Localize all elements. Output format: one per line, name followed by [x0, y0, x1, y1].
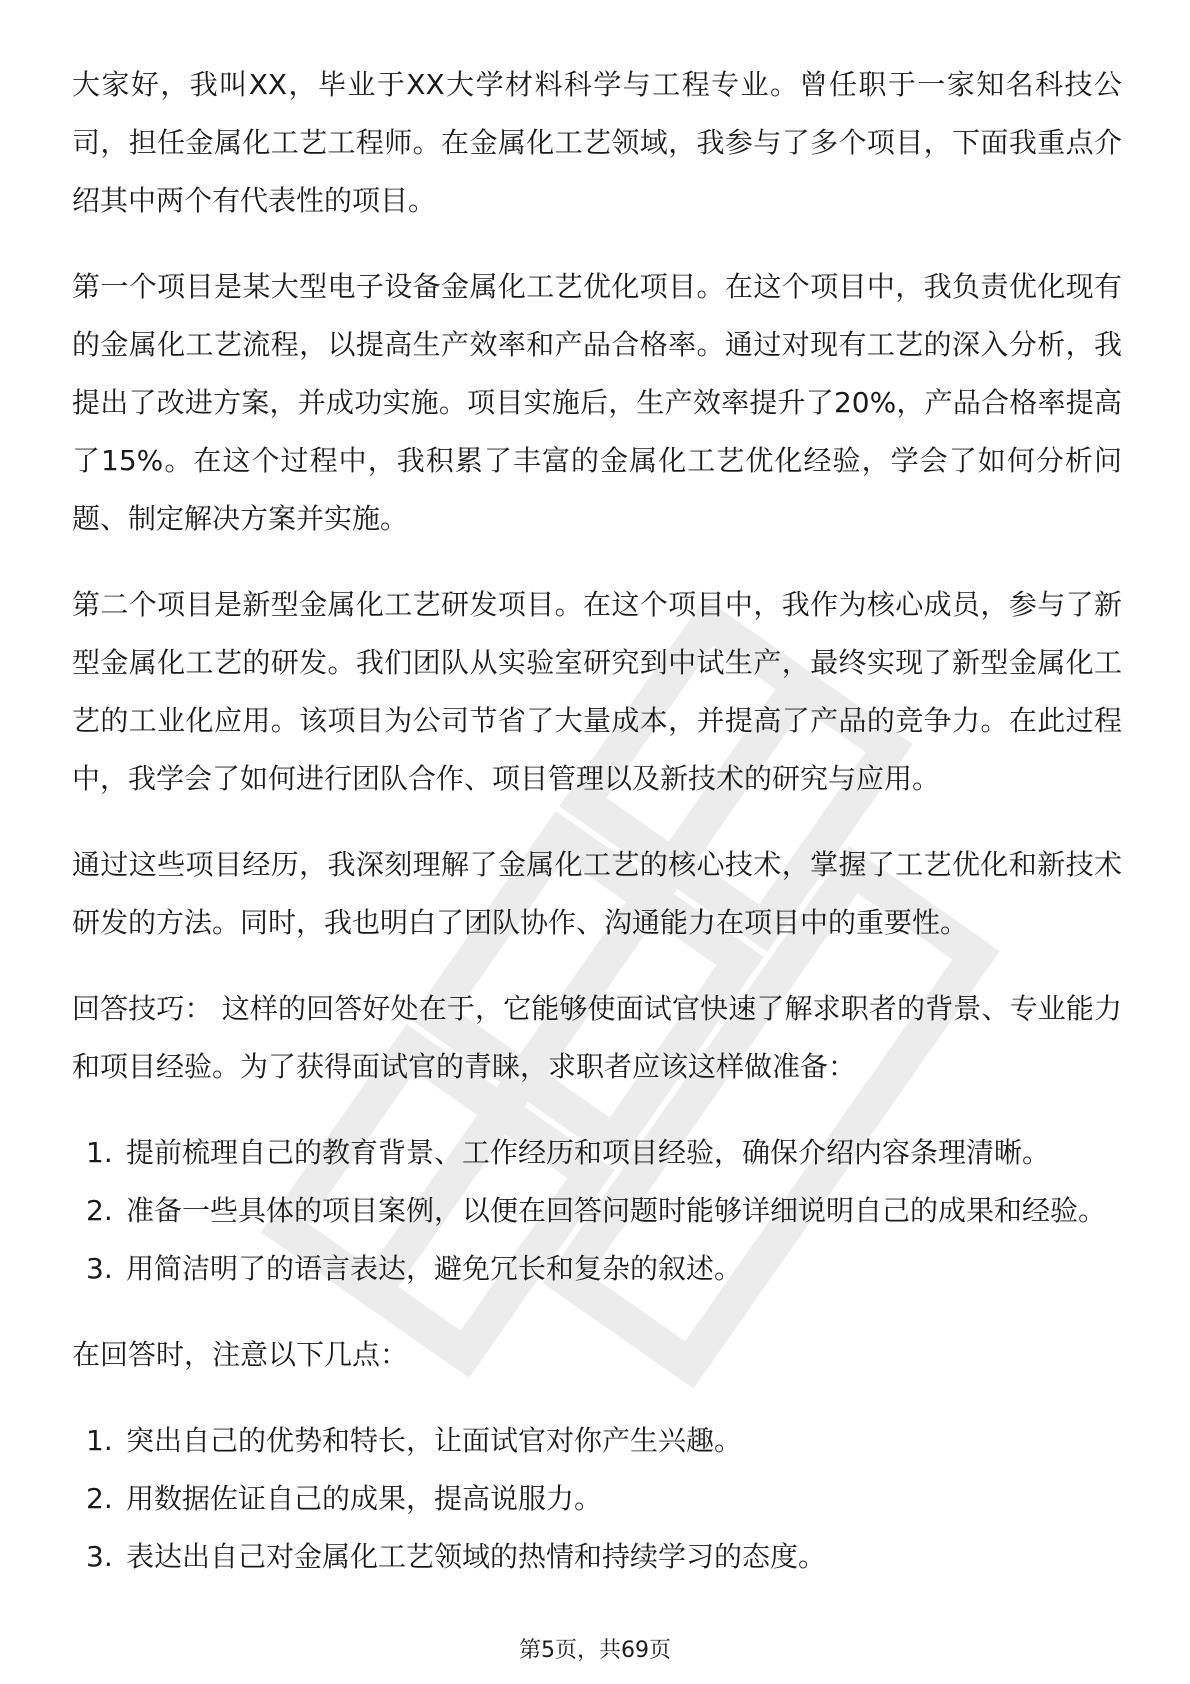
intro-paragraph: 大家好，我叫XX，毕业于XX大学材料科学与工程专业。曾任职于一家知名科技公司，担任金属化工艺工程师。在金属化工艺领域，我参与了多个项目，下面我重点介绍其中两个有代表性的项目。: [72, 68, 1122, 217]
list-item: [72, 1470, 1122, 1528]
summary-paragraph: 通过这些项目经历，我深刻理解了金属化工艺的核心技术，掌握了工艺优化和新技术研发的方法。同时，我也明白了团队协作、沟通能力在项目中的重要性。: [72, 848, 1122, 939]
list-item-number: 3.: [86, 1540, 113, 1573]
list-item-text: 突出自己的优势和特长，让面试官对你产生兴趣。: [126, 1424, 743, 1457]
list-item-number: 1.: [86, 1136, 113, 1169]
project-two-paragraph: 第二个项目是新型金属化工艺研发项目。在这个项目中，我作为核心成员，参与了新型金属化工艺的研发。我们团队从实验室研究到中试生产，最终实现了新型金属化工艺的工业化应用。该项目为公司节省了大量成本，并提高了产品的竞争力。在此过程中，我学会了如何进行团队合作、项目管理以及新技术的研究与应用。: [72, 588, 1122, 795]
list-item-text: 用简洁明了的语言表达，避免冗长和复杂的叙述。: [126, 1252, 743, 1285]
notes-intro: 在回答时，注意以下几点：: [72, 1338, 409, 1371]
list-item: [72, 1240, 1122, 1298]
list-item-number: 1.: [86, 1424, 113, 1457]
tips-paragraph: 回答技巧： 这样的回答好处在于，它能够使面试官快速了解求职者的背景、专业能力和项目经验。为了获得面试官的青睐，求职者应该这样做准备：: [72, 992, 1122, 1083]
list-item: [72, 1528, 1122, 1586]
list-item: [72, 1124, 1122, 1182]
list-item-number: 2.: [86, 1482, 113, 1515]
page-number-footer: 第5页，共69页: [519, 1638, 671, 1663]
list-item: [72, 1412, 1122, 1470]
notes-list: [72, 1412, 1122, 1586]
document-page: [72, 56, 1122, 1614]
list-item-text: 表达出自己对金属化工艺领域的热情和持续学习的态度。: [126, 1540, 827, 1573]
list-item-number: 2.: [86, 1194, 113, 1227]
list-item-text: 用数据佐证自己的成果，提高说服力。: [126, 1482, 603, 1515]
project-one-paragraph: 第一个项目是某大型电子设备金属化工艺优化项目。在这个项目中，我负责优化现有的金属化工艺流程，以提高生产效率和产品合格率。通过对现有工艺的深入分析，我提出了改进方案，并成功实施。项目实施后，生产效率提升了20%，产品合格率提高了15%。在这个过程中，我积累了丰富的金属化工艺优化经验，学会了如何分析问题、制定解决方案并实施。: [72, 270, 1122, 535]
prep-list: [72, 1124, 1122, 1298]
list-item-number: 3.: [86, 1252, 113, 1285]
list-item-text: 准备一些具体的项目案例，以便在回答问题时能够详细说明自己的成果和经验。: [126, 1194, 1107, 1227]
list-item-text: 提前梳理自己的教育背景、工作经历和项目经验，确保介绍内容条理清晰。: [126, 1136, 1051, 1169]
list-item: [72, 1182, 1122, 1240]
